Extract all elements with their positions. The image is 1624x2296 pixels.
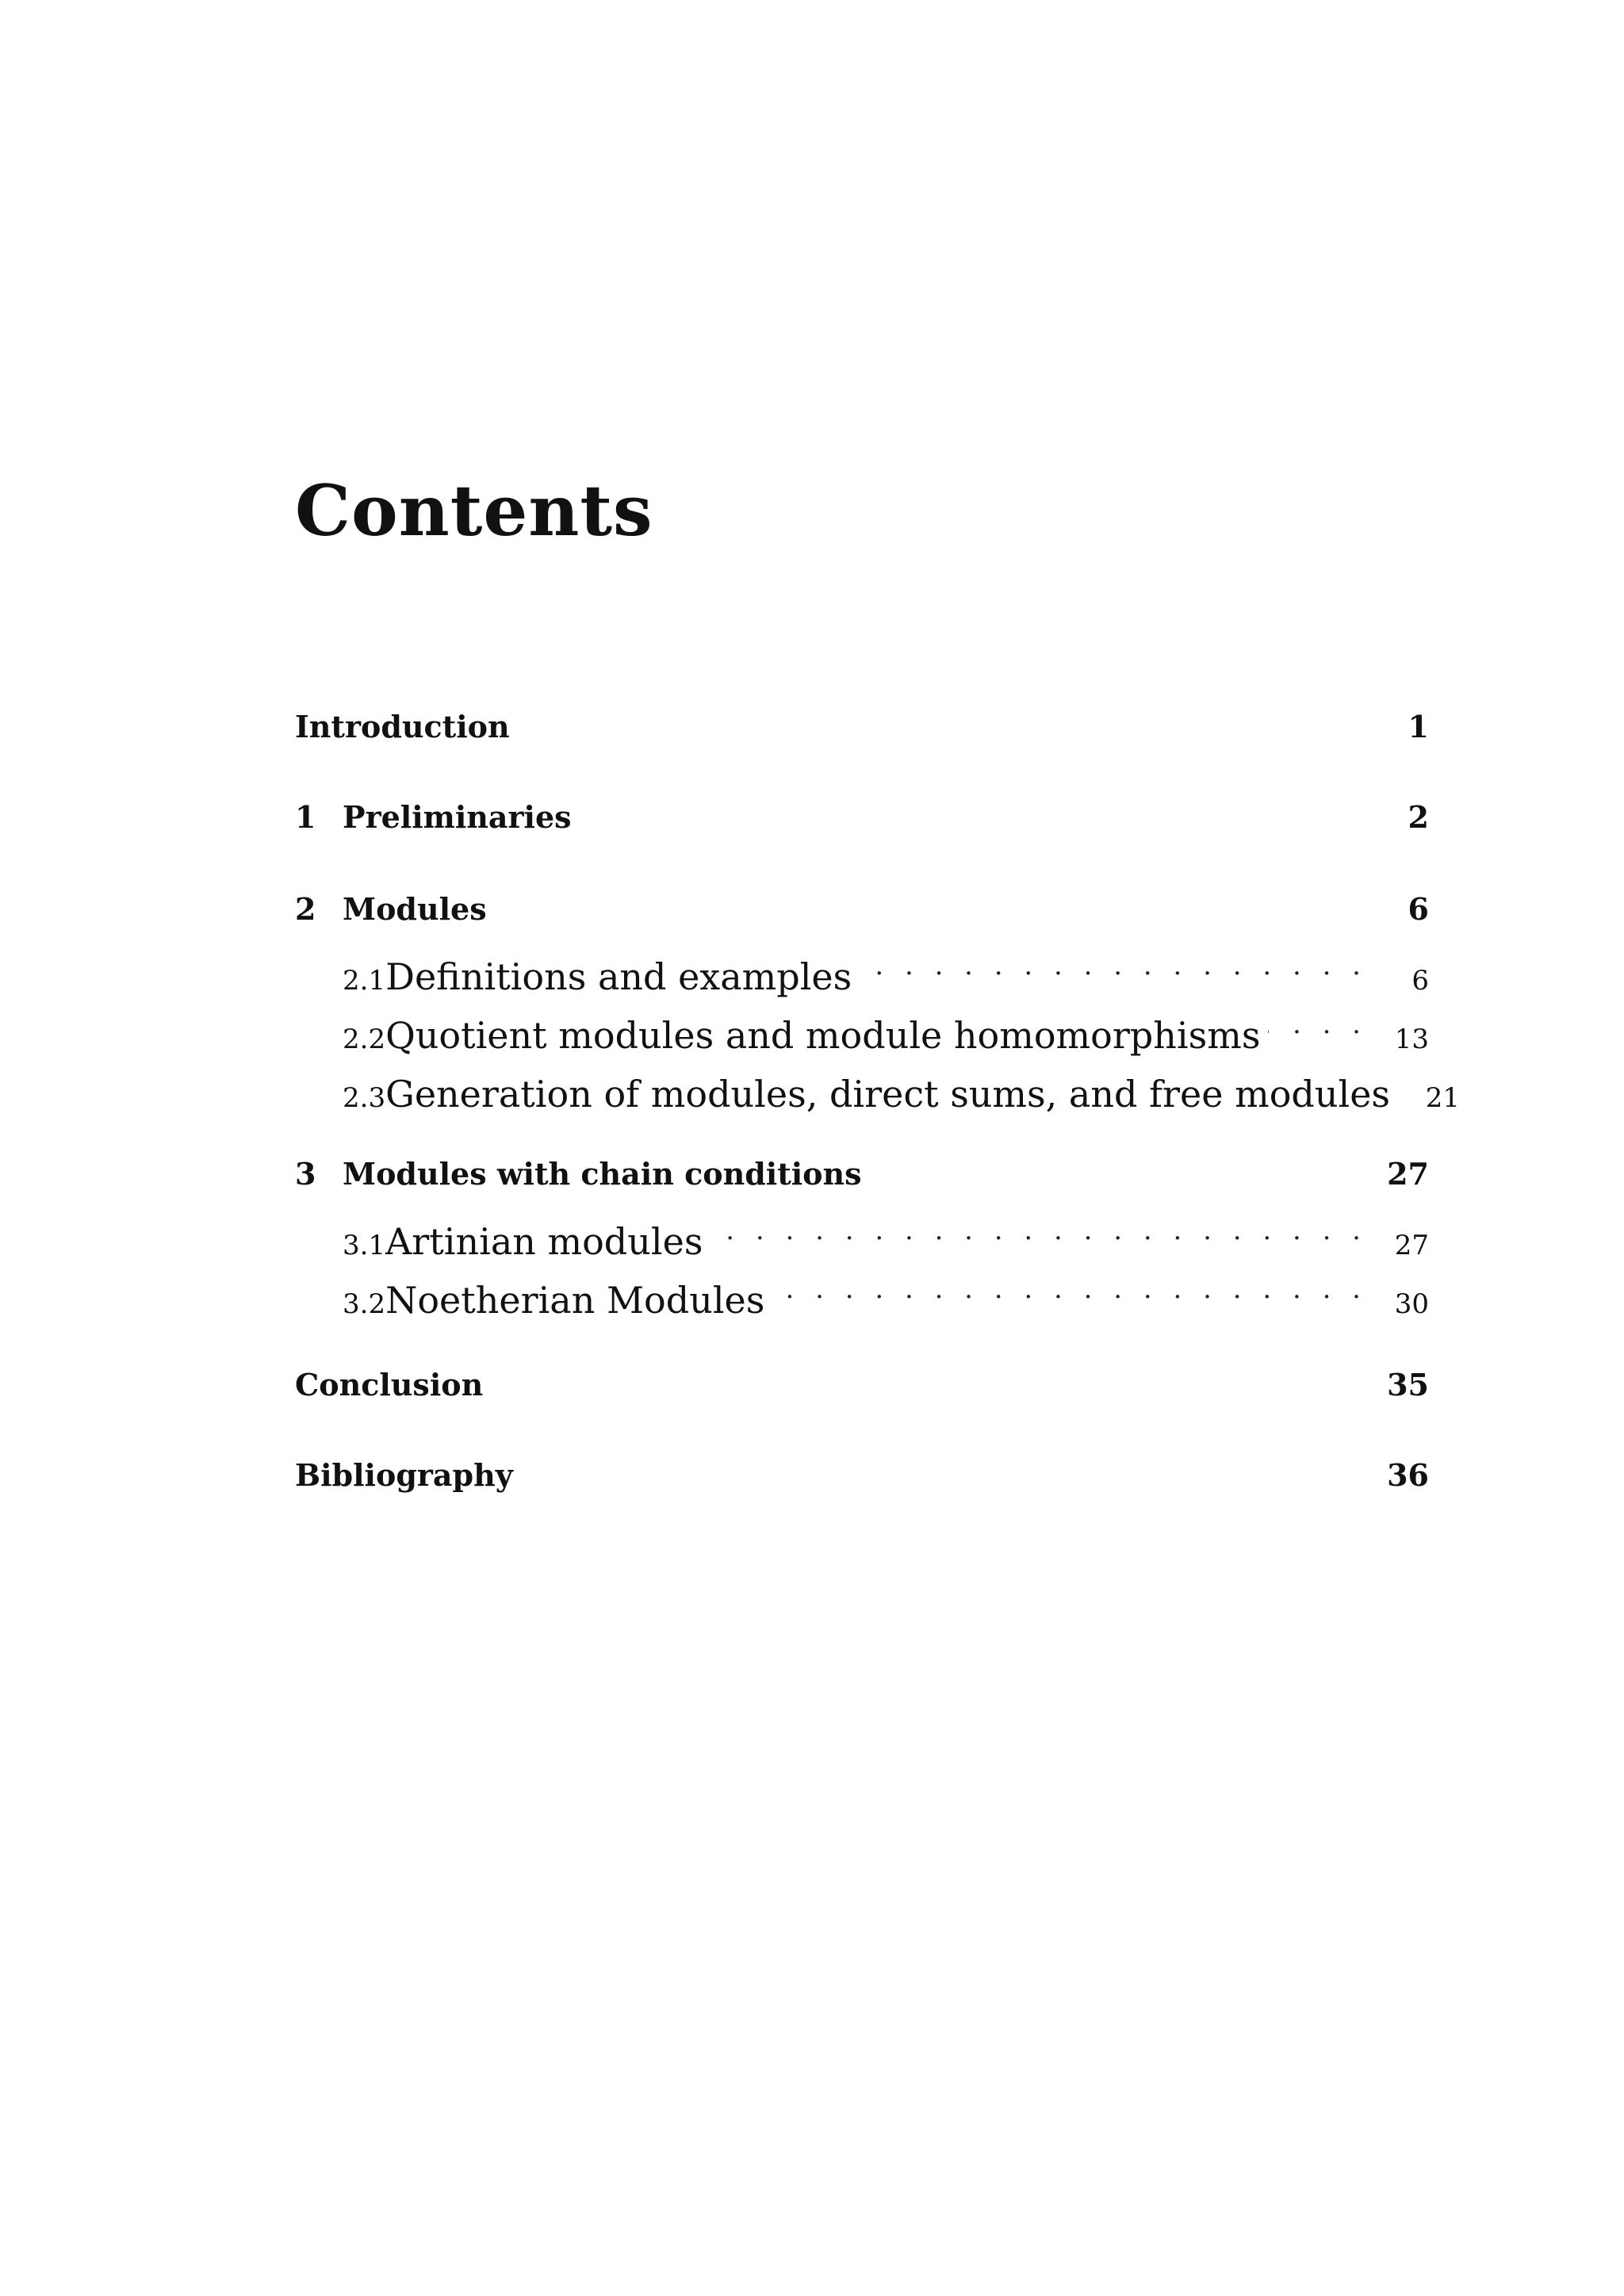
- toc-entry-number: 2.1: [343, 965, 386, 997]
- toc-entry-modules[interactable]: [295, 890, 1429, 929]
- toc-entry-page: 36: [1387, 1457, 1429, 1493]
- toc-entry-title: Generation of modules, direct sums, and free modules: [385, 1073, 1391, 1115]
- toc-entry-title: Artinian modules: [385, 1220, 703, 1263]
- toc-entry-page: 21: [1425, 1082, 1461, 1114]
- toc-entry-title: Conclusion: [295, 1367, 484, 1402]
- toc-entry-page: 1: [1408, 709, 1429, 744]
- toc-entry-noetherian-modules[interactable]: [295, 1265, 1429, 1322]
- toc-entry-title: Noetherian Modules: [385, 1279, 765, 1322]
- toc-entry-title: Modules with chain conditions: [343, 1156, 862, 1192]
- toc-entry-quotient-modules[interactable]: [295, 1001, 1429, 1057]
- toc-entry-number: 3: [295, 1156, 316, 1192]
- toc-entry-definitions-and-examples[interactable]: [295, 942, 1429, 998]
- toc-entry-number: 1: [295, 799, 316, 835]
- toc-entry-page: 30: [1394, 1288, 1429, 1320]
- table-of-contents: [295, 0, 1461, 2296]
- toc-entry-number: 2.3: [343, 1082, 386, 1114]
- toc-entry-page: 27: [1387, 1156, 1429, 1192]
- toc-entry-number: 2.2: [343, 1024, 386, 1055]
- dot-leader: [860, 942, 1367, 989]
- toc-entry-title: Preliminaries: [343, 799, 572, 835]
- toc-entry-page: 6: [1408, 891, 1429, 927]
- toc-entry-page: 13: [1394, 1024, 1429, 1055]
- toc-entry-page: 27: [1394, 1230, 1429, 1261]
- toc-entry-title: Definitions and examples: [385, 955, 852, 998]
- dot-leader: [1268, 1001, 1367, 1048]
- toc-entry-number: 3.2: [343, 1288, 386, 1320]
- toc-entry-introduction[interactable]: [295, 707, 1429, 747]
- toc-entry-page: 35: [1387, 1367, 1429, 1402]
- toc-entry-title: Modules: [343, 891, 487, 927]
- toc-entry-title: Quotient modules and module homomorphisms: [385, 1014, 1261, 1057]
- toc-entry-number: 3.1: [343, 1230, 386, 1261]
- dot-leader: [772, 1265, 1367, 1313]
- toc-entry-title: Bibliography: [295, 1457, 513, 1493]
- toc-entry-artinian-modules[interactable]: [295, 1207, 1429, 1263]
- toc-entry-conclusion[interactable]: [295, 1365, 1429, 1405]
- toc-entry-page: 2: [1408, 799, 1429, 835]
- toc-entry-number: 2: [295, 891, 316, 927]
- page-title: Contents: [295, 469, 653, 552]
- toc-entry-page: 6: [1411, 965, 1429, 997]
- toc-entry-preliminaries[interactable]: [295, 798, 1429, 837]
- toc-entry-bibliography[interactable]: [295, 1456, 1429, 1495]
- toc-entry-modules-with-chain-conditions[interactable]: [295, 1154, 1429, 1194]
- toc-entry-title: Introduction: [295, 709, 510, 744]
- dot-leader: [710, 1207, 1367, 1254]
- toc-entry-generation-of-modules[interactable]: [295, 1059, 1461, 1115]
